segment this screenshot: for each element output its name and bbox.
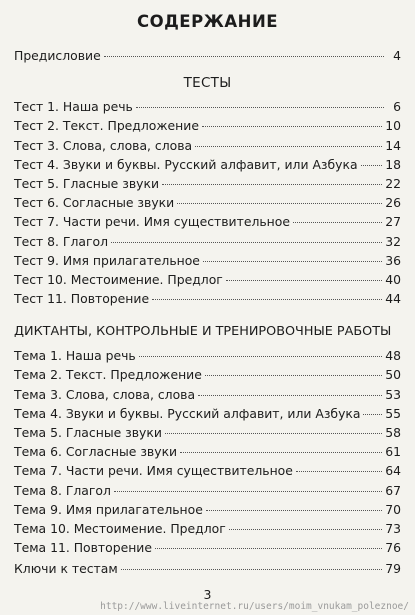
toc-entry: [14, 174, 401, 193]
watermark-url: http://www.liveinternet.ru/users/moim_vnukam_poleznoe/: [100, 601, 409, 612]
dot-leader: [152, 299, 382, 300]
toc-entry: [14, 538, 401, 557]
entry-page: 36: [385, 252, 401, 268]
entry-page: 64: [385, 463, 401, 479]
dot-leader: [206, 510, 382, 511]
dot-leader: [114, 491, 382, 492]
dictations-list: [14, 346, 401, 557]
entry-label: Тест 2. Текст. Предложение: [14, 118, 199, 134]
dot-leader: [162, 184, 382, 185]
dot-leader: [139, 356, 382, 357]
entry-page: 44: [385, 291, 401, 307]
entry-page: 79: [385, 561, 401, 577]
entry-label: Тема 11. Повторение: [14, 540, 152, 556]
toc-entry-preface: [14, 46, 401, 65]
dot-leader: [195, 146, 382, 147]
toc-entry: [14, 289, 401, 308]
entry-page: 26: [385, 195, 401, 211]
entry-page: 10: [385, 118, 401, 134]
tests-list: [14, 97, 401, 308]
dot-leader: [198, 395, 382, 396]
entry-label: Тема 8. Глагол: [14, 482, 111, 498]
entry-page: 55: [385, 405, 401, 421]
toc-entry: [14, 212, 401, 231]
dot-leader: [104, 56, 384, 57]
entry-page: 27: [385, 214, 401, 230]
entry-page: 67: [385, 482, 401, 498]
dot-leader: [226, 280, 382, 281]
dot-leader: [293, 222, 382, 223]
toc-entry: [14, 97, 401, 116]
entry-page: 76: [385, 540, 401, 556]
dot-leader: [202, 126, 382, 127]
toc-entry: [14, 251, 401, 270]
entry-label: Тема 10. Местоимение. Предлог: [14, 520, 226, 536]
entry-label: Тема 2. Текст. Предложение: [14, 367, 202, 383]
entry-page: 14: [385, 137, 401, 153]
toc-entry: [14, 346, 401, 365]
entry-page: 40: [385, 271, 401, 287]
dot-leader: [155, 548, 382, 549]
dot-leader: [205, 375, 382, 376]
entry-page: 48: [385, 348, 401, 364]
toc-entry: [14, 404, 401, 423]
dot-leader: [361, 165, 383, 166]
toc-entry-keys: [14, 559, 401, 578]
entry-page: 53: [385, 386, 401, 402]
page-number: 3: [203, 587, 212, 602]
entry-label: Тест 4. Звуки и буквы. Русский алфавит, или Азбука: [14, 156, 358, 172]
dot-leader: [296, 471, 382, 472]
section-heading-tests: ТЕСТЫ: [183, 75, 232, 92]
section-heading-dictations: ДИКТАНТЫ, КОНТРОЛЬНЫЕ И ТРЕНИРОВОЧНЫЕ РАБОТЫ: [14, 324, 392, 340]
toc-entry: [14, 442, 401, 461]
dot-leader: [180, 452, 382, 453]
toc-entry: [14, 155, 401, 174]
entry-label: Тест 5. Гласные звуки: [14, 175, 160, 191]
dot-leader: [121, 569, 383, 570]
toc-entry: [14, 365, 401, 384]
toc-entry: [14, 481, 401, 500]
dot-leader: [203, 261, 382, 262]
entry-label: Тема 5. Гласные звуки: [14, 425, 162, 440]
entry-page: 73: [385, 520, 401, 536]
entry-page: 58: [385, 425, 401, 440]
entry-label: Тест 11. Повторение: [14, 291, 150, 307]
entry-page: 18: [385, 156, 401, 172]
entry-label: Тест 7. Части речи. Имя существительное: [14, 214, 290, 230]
dot-leader: [111, 242, 382, 243]
entry-page: 50: [385, 367, 401, 383]
entry-label: Тест 6. Согласные звуки: [14, 195, 175, 211]
page-title: СОДЕРЖАНИЕ: [136, 12, 279, 31]
entry-page: 22: [385, 175, 401, 191]
entry-label: Ключи к тестам: [14, 561, 118, 577]
entry-label: Тест 1. Наша речь: [14, 99, 133, 115]
entry-page: 6: [393, 99, 401, 115]
dot-leader: [229, 529, 383, 530]
toc-entry: [14, 423, 401, 442]
toc-entry: [14, 136, 401, 155]
toc-entry: [14, 519, 401, 538]
entry-label: Тест 10. Местоимение. Предлог: [14, 271, 223, 287]
entry-label: Тест 9. Имя прилагательное: [14, 252, 200, 268]
toc-entry: [14, 116, 401, 135]
entry-page: 61: [385, 444, 401, 460]
entry-page: 4: [393, 48, 401, 63]
toc-entry: [14, 461, 401, 480]
dot-leader: [363, 414, 382, 415]
entry-label: Тема 1. Наша речь: [14, 348, 136, 364]
entry-label: Тема 9. Имя прилагательное: [14, 501, 203, 517]
entry-label: Тема 7. Части речи. Имя существительное: [14, 463, 293, 479]
dot-leader: [136, 107, 384, 108]
entry-page: 32: [385, 233, 401, 249]
entry-label: Тема 4. Звуки и буквы. Русский алфавит, или Азбука: [14, 405, 361, 421]
toc-entry: [14, 232, 401, 251]
entry-label: Тест 8. Глагол: [14, 233, 109, 249]
dot-leader: [165, 433, 382, 434]
toc-entry: [14, 270, 401, 289]
toc-entry: [14, 385, 401, 404]
toc-entry: [14, 500, 401, 519]
entry-label: Тест 3. Слова, слова, слова: [14, 137, 193, 153]
entry-label: Предисловие: [14, 48, 101, 63]
entry-label: Тема 6. Согласные звуки: [14, 444, 178, 460]
entry-page: 70: [385, 501, 401, 517]
toc-entry: [14, 193, 401, 212]
entry-label: Тема 3. Слова, слова, слова: [14, 386, 196, 402]
dot-leader: [177, 203, 382, 204]
